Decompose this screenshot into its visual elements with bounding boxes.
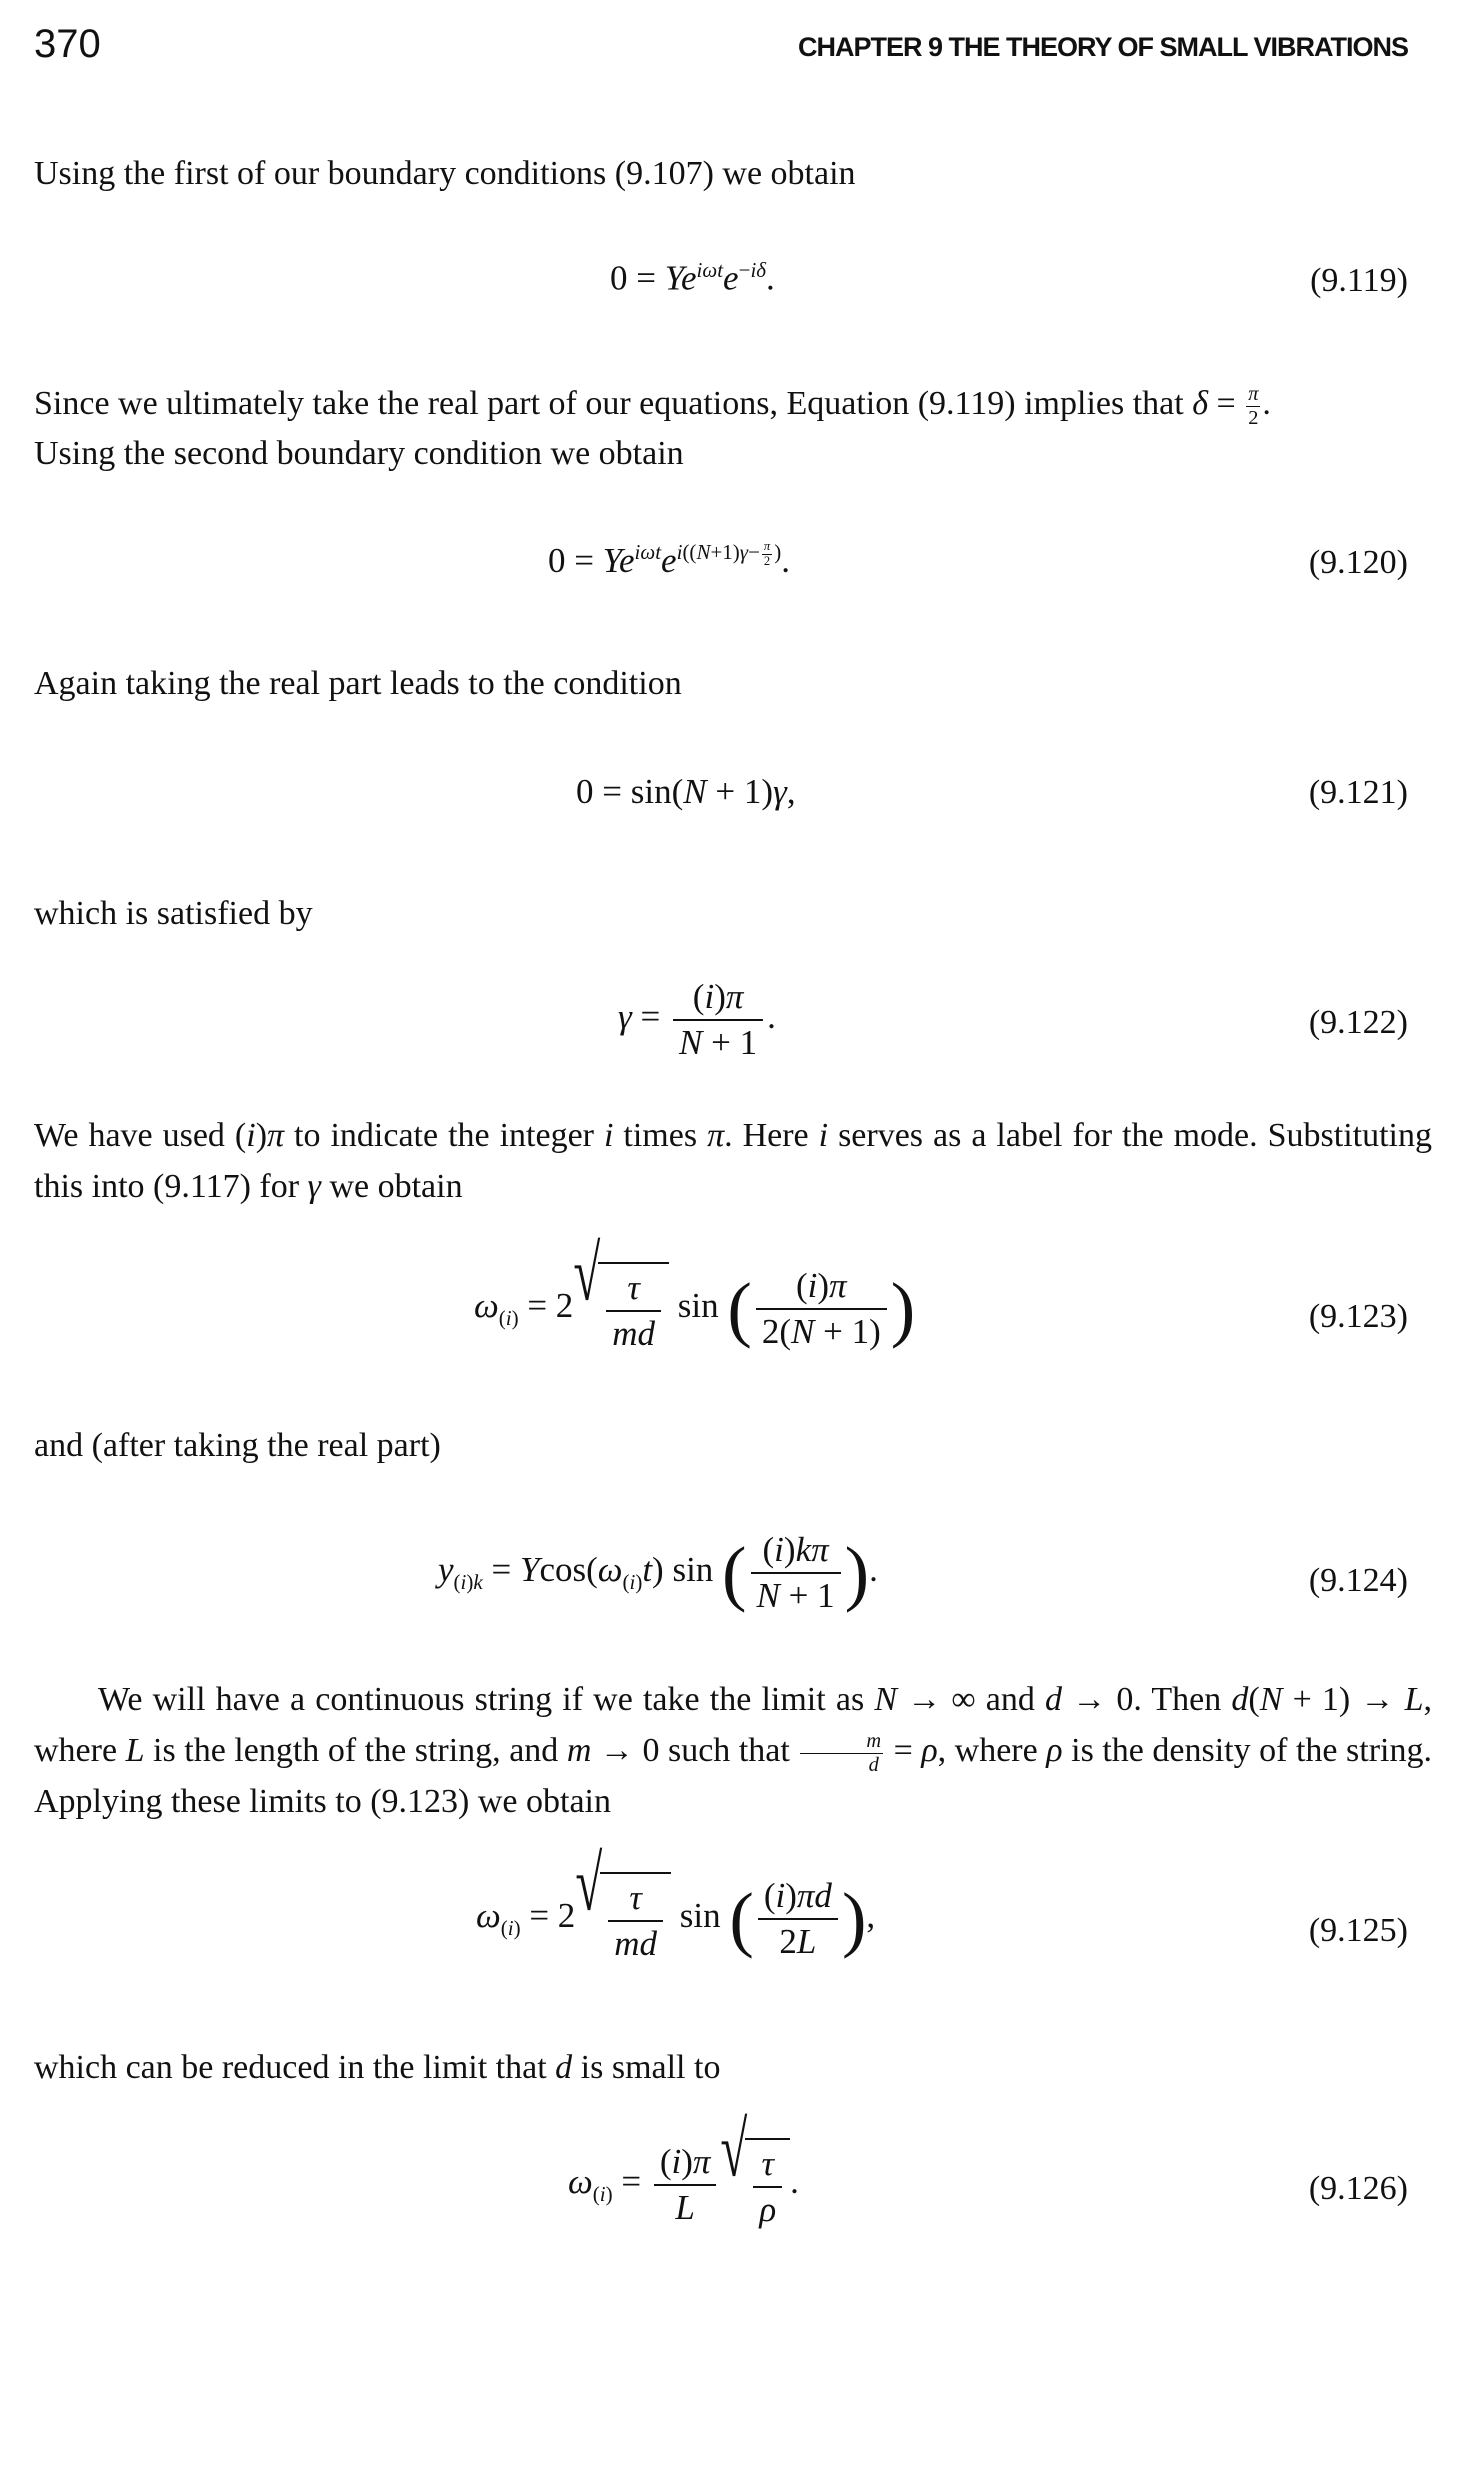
equation-9-125: $\omega_{(i)} = 2$ √ $\frac{\tau}{md}$ sin ( $\frac{(i)\pi d}{2L}$ ), <box>476 1872 875 1966</box>
paragraph-5: We have used (i)π to indicate the integer i times π. Here i serves as a label for the mode. Substituting this into (9.117) for γ we obtain <box>34 1117 1432 1205</box>
paragraph-6: and (after taking the real part) <box>34 1427 441 1464</box>
equation-9-123: $\omega_{(i)} = 2$ √ $\frac{\tau}{md}$ sin ( $\frac{(i)\pi}{2(N + 1)}$ ) <box>474 1262 915 1356</box>
paragraph-2b: Using the second boundary condition we obtain <box>34 435 684 472</box>
paragraph-2a: Since we ultimately take the real part of our equations, Equation (9.119) implies that δ = $\frac{\pi}{2}$ . <box>34 383 1271 429</box>
page-number: 370 <box>34 22 101 66</box>
paragraph-1: Using the first of our boundary conditions (9.107) we obtain <box>34 155 856 192</box>
running-title: CHAPTER 9 THE THEORY OF SMALL VIBRATIONS <box>797 32 1408 62</box>
equation-9-126: $\omega_{(i)}$ = $\frac{(i)\pi}{L}$ √ $\frac{\tau}{\rho}$ . <box>568 2138 799 2232</box>
equation-number-9-119: (9.119) <box>1310 262 1408 299</box>
equation-9-124: $y_{(i)k} = Ycos(\omega_{(i)}t)$ sin ( $\frac{(i)k\pi}{N + 1}$ ). <box>438 1530 878 1615</box>
equation-number-9-120: (9.120) <box>1308 544 1408 581</box>
equation-number-9-126: (9.126) <box>1308 2170 1408 2207</box>
equation-number-9-124: (9.124) <box>1308 1562 1408 1599</box>
paragraph-7: We will have a continuous string if we take the limit as N → ∞ and d → 0. Then d(N + 1) → L, where L is the length of the string, and m → 0 such that $\frac{m}{d}$ = ρ, where ρ is the density of the string. Applying these limits to (9.123) we obtain <box>34 1681 1432 1821</box>
equation-9-122: γ = $\frac{(i)\pi}{N + 1}$ . <box>618 977 776 1062</box>
equation-9-120: $0 = Ye^{i\omega t}e^{i((N+1)\gamma- \frac{\pi}{2} )}$. <box>548 539 790 580</box>
paragraph-8: which can be reduced in the limit that d is small to <box>34 2049 721 2086</box>
equation-number-9-121: (9.121) <box>1308 774 1408 811</box>
equation-number-9-123: (9.123) <box>1308 1298 1408 1335</box>
paragraph-3: Again taking the real part leads to the condition <box>34 665 682 702</box>
equation-number-9-122: (9.122) <box>1308 1004 1408 1041</box>
equation-9-119: $0 = Ye^{i\omega t}e^{-i\delta}$. <box>610 258 775 298</box>
equation-number-9-125: (9.125) <box>1308 1912 1408 1949</box>
equation-9-121: 0 = sin(N + 1)γ, <box>576 772 796 811</box>
paragraph-4: which is satisfied by <box>34 895 313 932</box>
